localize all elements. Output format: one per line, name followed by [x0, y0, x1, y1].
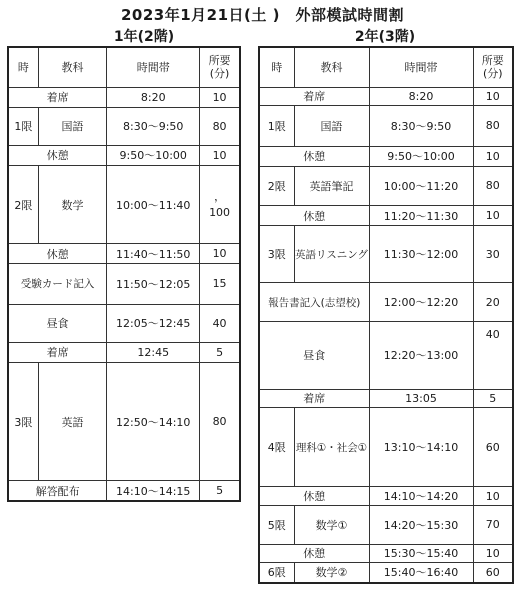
row-label: 解答配布	[8, 481, 107, 501]
row-time: 14:10〜14:15	[107, 481, 200, 501]
row-duration: 10	[200, 145, 240, 165]
header-subject: 教科	[38, 47, 107, 87]
table-row	[8, 244, 240, 264]
row-time: 10:00〜11:20	[369, 167, 473, 206]
row-label: 昼食	[8, 304, 107, 342]
table-row	[259, 407, 513, 487]
row-time: 10:00〜11:40	[107, 165, 200, 243]
table-row	[259, 562, 513, 583]
row-duration: 80	[473, 105, 513, 146]
table-header-row	[259, 47, 513, 87]
row-period: 5限	[259, 505, 294, 544]
table-row	[8, 107, 240, 145]
row-time: 12:20〜13:00	[369, 322, 473, 389]
row-subject: 英語リスニング	[294, 226, 369, 283]
row-duration: 40	[200, 304, 240, 342]
table-row	[259, 167, 513, 206]
row-subject: 理科①・社会①	[294, 407, 369, 487]
row-label: 着席	[259, 87, 369, 105]
header-time: 時間帯	[107, 47, 200, 87]
row-label: 着席	[259, 389, 369, 407]
table-row	[259, 146, 513, 166]
table-row	[8, 362, 240, 481]
row-duration: 10	[473, 487, 513, 505]
header-time: 時間帯	[369, 47, 473, 87]
table-row	[259, 544, 513, 562]
row-time: 9:50〜10:00	[107, 145, 200, 165]
row-label: 休憩	[259, 544, 369, 562]
row-duration: 80	[473, 167, 513, 206]
row-time: 11:20〜11:30	[369, 205, 473, 225]
row-subject: 国語	[294, 105, 369, 146]
row-time: 14:20〜15:30	[369, 505, 473, 544]
row-label: 休憩	[259, 487, 369, 505]
row-time: 8:20	[369, 87, 473, 105]
row-period: 6限	[259, 562, 294, 583]
header-duration: 所要 (分)	[473, 47, 513, 87]
table-row	[8, 481, 240, 501]
row-duration: 10	[200, 244, 240, 264]
row-label: 休憩	[8, 244, 107, 264]
row-time: 11:30〜12:00	[369, 226, 473, 283]
table-row	[8, 165, 240, 243]
header-duration: 所要 (分)	[200, 47, 240, 87]
table-row	[8, 304, 240, 342]
row-duration: 60	[473, 562, 513, 583]
row-time: 9:50〜10:00	[369, 146, 473, 166]
row-duration: 5	[200, 481, 240, 501]
row-duration: 80	[200, 362, 240, 481]
row-subject: 数学①	[294, 505, 369, 544]
table-row	[8, 87, 240, 107]
table-row	[259, 322, 513, 389]
row-time: 12:50〜14:10	[107, 362, 200, 481]
row-duration: 15	[200, 264, 240, 304]
row-label: 休憩	[259, 205, 369, 225]
row-label: 着席	[8, 342, 107, 362]
table-row	[259, 87, 513, 105]
grade1-subtitle: 1年(2階)	[113, 29, 175, 45]
row-period: 3限	[259, 226, 294, 283]
grade2-subtitle: 2年(3階)	[354, 29, 416, 45]
row-duration: 70	[473, 505, 513, 544]
table-row	[8, 145, 240, 165]
row-period: 1限	[259, 105, 294, 146]
row-subject: 英語	[38, 362, 107, 481]
row-time: 12:00〜12:20	[369, 283, 473, 322]
row-time: 12:05〜12:45	[107, 304, 200, 342]
header-period: 時	[8, 47, 38, 87]
row-subject: 国語	[38, 107, 107, 145]
table-header-row	[8, 47, 240, 87]
table-row	[259, 105, 513, 146]
row-duration: 5	[200, 342, 240, 362]
row-time: 12:45	[107, 342, 200, 362]
row-time: 13:05	[369, 389, 473, 407]
row-time: 8:30〜9:50	[107, 107, 200, 145]
grade1-timetable	[7, 46, 241, 502]
row-time: 14:10〜14:20	[369, 487, 473, 505]
row-label: 休憩	[8, 145, 107, 165]
page-title: 2023年1月21日(土 ) 外部模試時間割	[121, 6, 404, 24]
row-time: 15:30〜15:40	[369, 544, 473, 562]
row-label: 昼食	[259, 322, 369, 389]
row-duration: 10	[473, 87, 513, 105]
row-time: 8:30〜9:50	[369, 105, 473, 146]
row-time: 15:40〜16:40	[369, 562, 473, 583]
row-label: 報告書記入(志望校)	[259, 283, 369, 322]
row-subject: 数学	[38, 165, 107, 243]
row-duration: 10	[473, 146, 513, 166]
row-duration: 40	[473, 322, 513, 389]
row-time: 8:20	[107, 87, 200, 107]
table-row	[259, 389, 513, 407]
table-row	[259, 283, 513, 322]
header-period: 時	[259, 47, 294, 87]
row-label: 休憩	[259, 146, 369, 166]
row-duration: 20	[473, 283, 513, 322]
row-duration: 60	[473, 407, 513, 487]
row-label: 着席	[8, 87, 107, 107]
row-duration: 5	[473, 389, 513, 407]
row-duration: ， 100	[200, 165, 240, 243]
table-row	[259, 205, 513, 225]
header-subject: 教科	[294, 47, 369, 87]
row-period: 2限	[259, 167, 294, 206]
table-row	[259, 226, 513, 283]
row-period: 1限	[8, 107, 38, 145]
row-duration: 30	[473, 226, 513, 283]
row-duration: 10	[473, 205, 513, 225]
row-duration: 10	[200, 87, 240, 107]
row-duration: 10	[473, 544, 513, 562]
row-time: 11:50〜12:05	[107, 264, 200, 304]
table-row	[8, 264, 240, 304]
row-time: 13:10〜14:10	[369, 407, 473, 487]
row-period: 4限	[259, 407, 294, 487]
row-label: 受験カード記入	[8, 264, 107, 304]
row-period: 2限	[8, 165, 38, 243]
table-row	[259, 487, 513, 505]
row-period: 3限	[8, 362, 38, 481]
row-duration: 80	[200, 107, 240, 145]
table-row	[259, 505, 513, 544]
row-time: 11:40〜11:50	[107, 244, 200, 264]
table-row	[8, 342, 240, 362]
grade2-timetable	[258, 46, 514, 584]
row-subject: 英語筆記	[294, 167, 369, 206]
row-subject: 数学②	[294, 562, 369, 583]
